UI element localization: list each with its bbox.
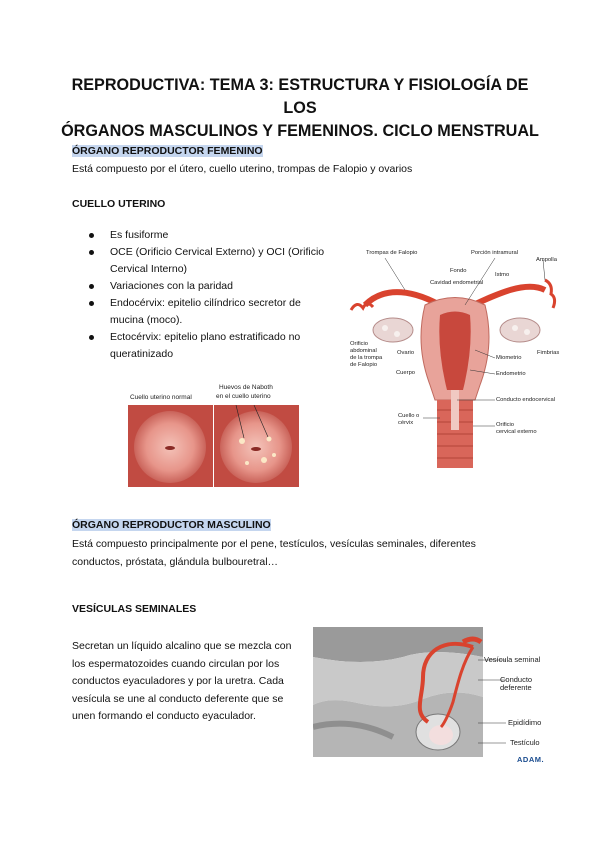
vesicles-heading: VESÍCULAS SEMINALES: [72, 603, 197, 615]
page-title: [60, 74, 540, 143]
cervix-normal-caption: Cuello uterino normal: [130, 394, 192, 401]
male-leader-lines: [478, 650, 508, 755]
list-item: Endocérvix: epitelio cilíndrico secretor de mucina (moco).: [72, 295, 332, 329]
vesicles-text-3: conductos eyaculadores y por la uretra. Cada: [72, 675, 284, 687]
male-intro-line-2: conductos, próstata, glándula bulbouretral…: [72, 556, 279, 568]
vesicles-text-5: unen formando el conducto eyaculador.: [72, 710, 256, 722]
title-line-1: REPRODUCTIVA: TEMA 3: ESTRUCTURA Y FISIOLOGÍA DE LOS: [71, 76, 529, 117]
cervix-heading: CUELLO UTERINO: [72, 198, 166, 210]
label-ovario: Ovario: [397, 350, 415, 356]
adam-credit: ADAM.: [517, 755, 545, 764]
list-item: Es fusiforme: [72, 227, 332, 244]
cervix-normal-image: [128, 405, 213, 487]
label-epididimo: Epidídimo: [508, 718, 542, 727]
list-item: OCE (Orificio Cervical Externo) y OCI (Orificio Cervical Interno): [72, 244, 332, 278]
female-section-heading: [72, 145, 263, 157]
label-trompas: Trompas de Falopio: [366, 250, 418, 256]
label-conducto: Conducto endocervical: [496, 397, 555, 403]
label-oce-1: Orificio: [496, 422, 515, 428]
label-istmo: Istmo: [495, 272, 510, 278]
label-endometrio: Endometrio: [496, 371, 526, 377]
label-orificio-4: de Falopio: [350, 362, 378, 368]
label-fondo: Fondo: [450, 268, 467, 274]
label-testiculo: Testículo: [510, 738, 540, 747]
label-cavidad: Cavidad endometrial: [430, 280, 484, 286]
female-heading-text: ÓRGANO REPRODUCTOR FEMENINO: [72, 145, 263, 157]
female-intro: Está compuesto por el útero, cuello uterino, trompas de Falopio y ovarios: [72, 163, 413, 175]
cervix-naboth-image: [214, 405, 299, 487]
cervix-bullet-list: [72, 227, 332, 363]
label-oce-2: cervical externo: [496, 429, 537, 435]
label-porcion: Porción intramural: [471, 250, 519, 256]
label-orificio-1: Orificio: [350, 341, 369, 347]
male-heading-text: ÓRGANO REPRODUCTOR MASCULINO: [72, 519, 271, 531]
label-cuerpo: Cuerpo: [396, 370, 416, 376]
naboth-caption-2: en el cuello uterino: [216, 393, 271, 400]
label-vesicula: Vesícula seminal: [484, 655, 541, 664]
label-orificio-3: de la trompa: [350, 355, 383, 361]
label-fimbrias: Fimbrias: [537, 350, 560, 356]
vesicles-text-2: los espermatozoides cuando circulan por los: [72, 658, 280, 670]
naboth-caption-1: Huevos de Naboth: [219, 384, 273, 391]
list-item: Ectocérvix: epitelio plano estratificado no queratinizado: [72, 329, 332, 363]
label-orificio-2: abdominal: [350, 348, 377, 354]
male-section-heading: [72, 519, 271, 531]
title-line-2: ÓRGANOS MASCULINOS Y FEMENINOS. CICLO MENSTRUAL: [61, 122, 539, 140]
label-conducto-2: deferente: [500, 683, 532, 692]
label-ampolla: Ampolla: [536, 257, 557, 263]
vesicles-text-1: Secretan un líquido alcalino que se mezcla con: [72, 640, 292, 652]
label-miometrio: Miometrio: [496, 355, 522, 361]
vesicles-text-4: vesícula se une al conducto deferente que se: [72, 693, 284, 705]
male-intro-line-1: Está compuesto principalmente por el pene, testículos, vesículas seminales, diferentes: [72, 538, 476, 550]
list-item: Variaciones con la paridad: [72, 278, 332, 295]
male-diagram: [313, 627, 483, 757]
label-conducto-1: Conducto: [500, 675, 533, 684]
label-cuello-2: cérvix: [398, 420, 414, 426]
label-cuello-1: Cuello o: [398, 413, 420, 419]
